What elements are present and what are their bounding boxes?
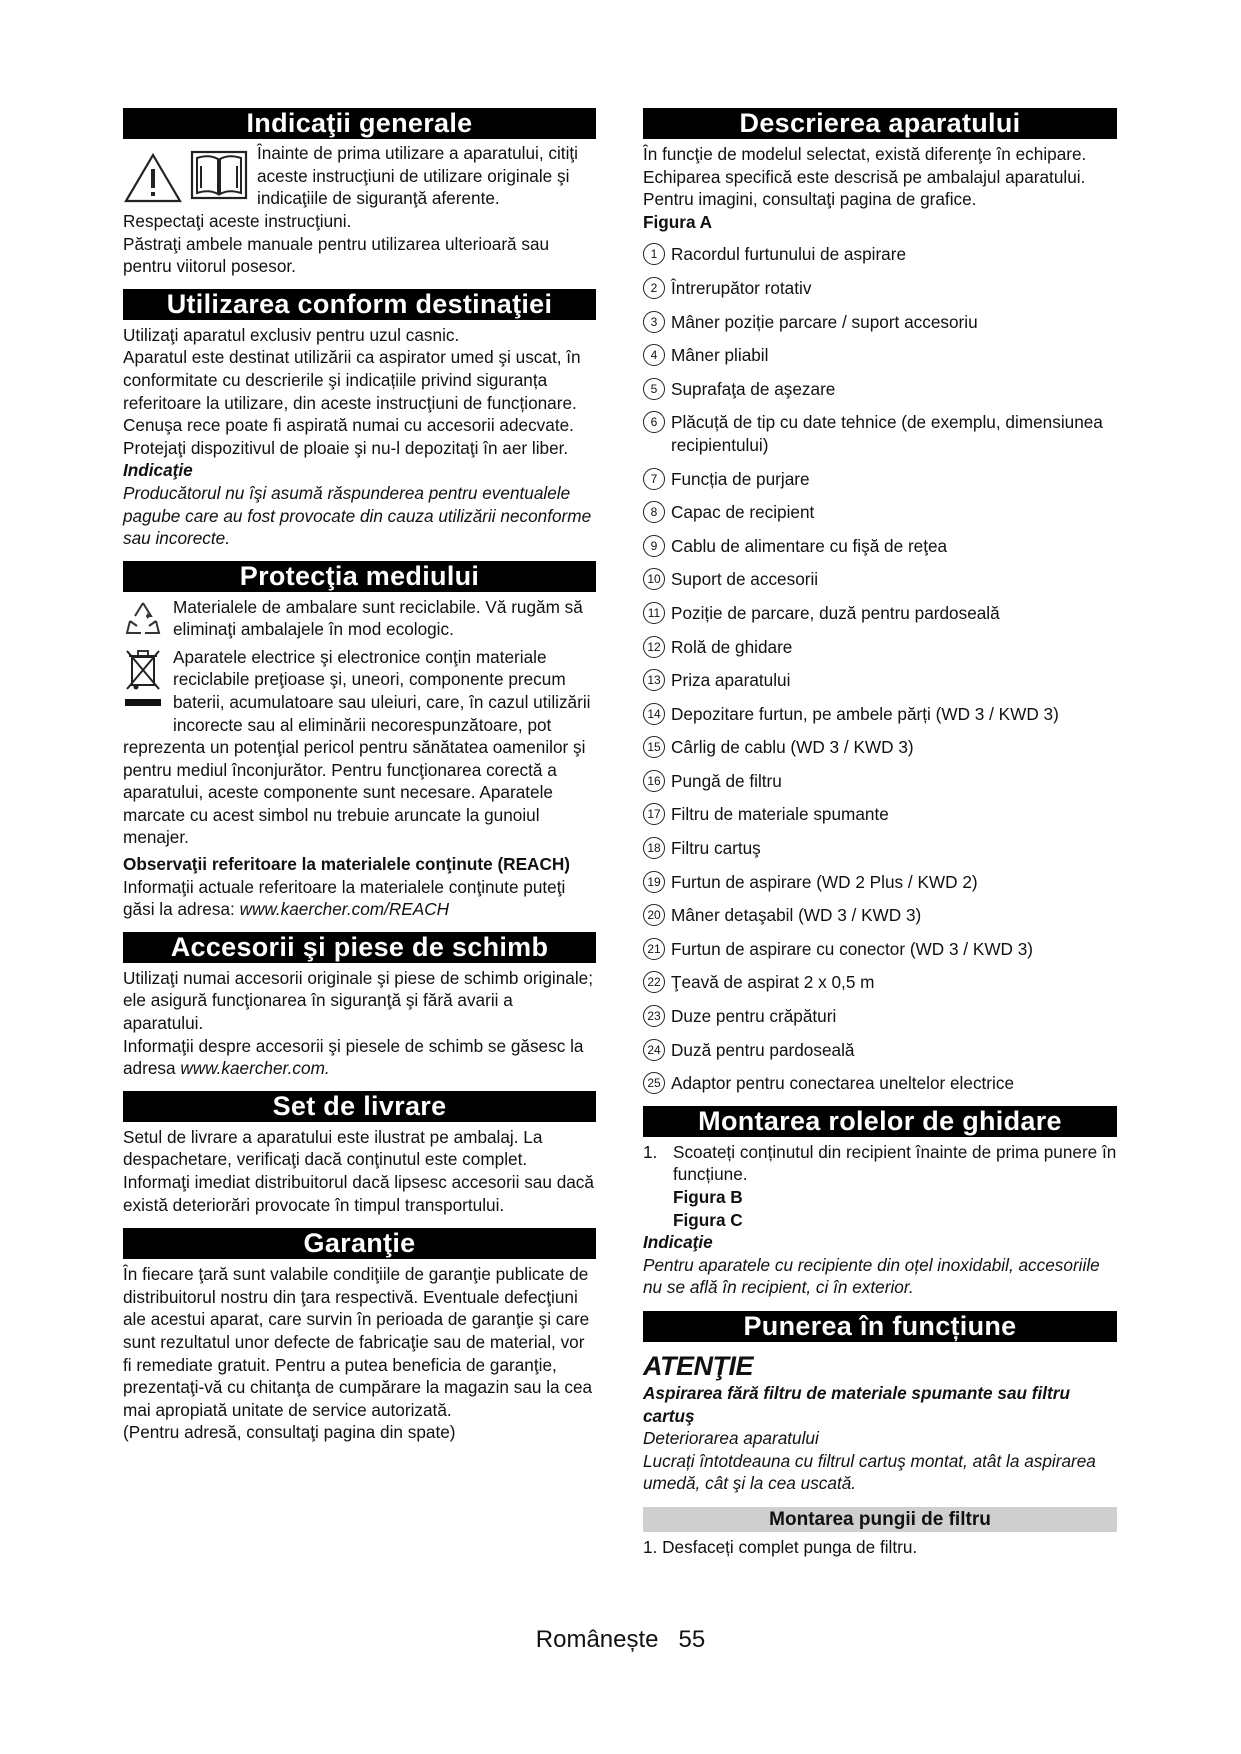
item-number-badge: 10 — [643, 568, 665, 590]
item-number-badge: 18 — [643, 837, 665, 859]
item-label: Mâner pliabil — [671, 345, 769, 366]
recycling-icon — [123, 599, 163, 639]
item-label: Mâner poziție parcare / suport accesoriu — [671, 311, 978, 332]
right-column — [643, 108, 1117, 1559]
item-number-badge: 11 — [643, 602, 665, 624]
item-label: Adaptor pentru conectarea uneltelor electrice — [671, 1073, 1015, 1094]
section-title-startup: Punerea în funcțiune — [643, 1311, 1117, 1342]
item-label: Plăcuță de tip cu date tehnice (de exemplu, dimensiunea recipientului) — [671, 412, 1103, 455]
general-intro — [123, 142, 596, 210]
intended-use-p1: Utilizaţi aparatul exclusiv pentru uzul casnic. — [123, 324, 460, 345]
item-label: Filtru de materiale spumante — [671, 804, 889, 825]
item-label: Funcția de purjare — [671, 468, 810, 489]
intended-use-p3: Cenuşa rece poate fi aspirată numai cu accesorii adecvate. — [123, 415, 574, 436]
item-number-badge: 12 — [643, 636, 665, 658]
item-label: Furtun de aspirare cu conector (WD 3 / KWD 3) — [671, 938, 1034, 959]
list-item — [643, 311, 1117, 334]
item-number-badge: 16 — [643, 770, 665, 792]
item-number-badge: 25 — [643, 1072, 665, 1094]
reach-title: Observaţii referitoare la materialele conţinute (REACH) — [123, 854, 571, 875]
section-title-delivery: Set de livrare — [123, 1091, 596, 1122]
warranty-p2: (Pentru adresă, consultaţi pagina din spate) — [123, 1422, 456, 1443]
section-title-environment: Protecţia mediului — [123, 561, 596, 592]
list-item — [643, 803, 1117, 826]
item-label: Depozitare furtun, pe ambele părți (WD 3 / KWD 3) — [671, 703, 1059, 724]
item-number-badge: 20 — [643, 904, 665, 926]
item-number-badge: 13 — [643, 669, 665, 691]
intended-use-note-text: Producătorul nu îşi asumă răspunderea pentru eventualele pagube care au fost provocate din cauza utilizării neconforme sau incorecte. — [123, 482, 592, 549]
list-item — [643, 837, 1117, 860]
item-label: Poziție de parcare, duză pentru pardoseală — [671, 602, 1000, 623]
item-label: Duză pentru pardoseală — [671, 1039, 855, 1060]
list-item — [643, 468, 1117, 491]
figure-c-label: Figura C — [673, 1209, 743, 1230]
rollers-note-label: Indicaţie — [643, 1232, 713, 1253]
list-item — [643, 703, 1117, 726]
item-number-badge: 23 — [643, 1005, 665, 1027]
list-item — [643, 243, 1117, 266]
general-intro-text: Înainte de prima utilizare a aparatului, citiţi aceste instrucţiuni de utilizare originale şi indicaţiile de siguranţă aferente. — [257, 143, 578, 209]
description-p2: Pentru imagini, consultaţi pagina de grafice. — [643, 189, 977, 210]
item-label: Racordul furtunului de aspirare — [671, 244, 907, 265]
rollers-step-1: 1. Scoateți conținutul din recipient înainte de prima punere în funcțiune. Figura B Figura C — [643, 1141, 1117, 1230]
intended-use-p4: Protejaţi dispozitivul de ploaie şi nu-l depozitaţi în aer liber. — [123, 437, 569, 458]
intended-use-note-label: Indicaţie — [123, 460, 193, 481]
item-number-badge: 2 — [643, 277, 665, 299]
list-item — [643, 1039, 1117, 1062]
list-item — [643, 344, 1117, 367]
section-title-rollers: Montarea rolelor de ghidare — [643, 1106, 1117, 1137]
list-item — [643, 535, 1117, 558]
rollers-note-text: Pentru aparatele cu recipiente din oțel inoxidabil, accesoriile nu se află în recipient, ci în exterior. — [643, 1254, 1100, 1298]
item-number-badge: 17 — [643, 803, 665, 825]
list-item — [643, 636, 1117, 659]
warning-title: Aspirarea fără filtru de materiale spumante sau filtru cartuş — [643, 1382, 1070, 1426]
warning-triangle-icon — [123, 152, 183, 204]
crossed-bin-icon — [123, 647, 163, 709]
reach-text: Informaţii actuale referitoare la materialele conţinute puteţi găsi la adresa: www.kaercher.com/REACH — [123, 876, 566, 920]
item-number-badge: 22 — [643, 971, 665, 993]
item-number-badge: 8 — [643, 501, 665, 523]
item-label: Cârlig de cablu (WD 3 / KWD 3) — [671, 737, 914, 758]
list-item — [643, 501, 1117, 524]
list-item — [643, 736, 1117, 759]
accessories-p2: Informaţii despre accesorii şi piesele de schimb se găsesc la adresa www.kaercher.com. — [123, 1035, 584, 1079]
item-label: Rolă de ghidare — [671, 636, 793, 657]
warning-consequence: Deteriorarea aparatului — [643, 1428, 819, 1449]
list-item — [643, 277, 1117, 300]
list-item — [643, 938, 1117, 961]
item-label: Întrerupător rotativ — [671, 277, 812, 298]
item-number-badge: 7 — [643, 468, 665, 490]
item-number-badge: 24 — [643, 1039, 665, 1061]
list-item — [643, 669, 1117, 692]
item-label: Priza aparatului — [671, 670, 791, 691]
item-number-badge: 9 — [643, 535, 665, 557]
list-item — [643, 602, 1117, 625]
item-label: Duze pentru crăpături — [671, 1006, 837, 1027]
item-label: Ţeavă de aspirat 2 x 0,5 m — [671, 972, 875, 993]
accessories-p1: Utilizaţi numai accesorii originale şi piese de schimb originale; ele asigură funcţionarea în siguranţă şi fără avarii a aparatului. — [123, 967, 594, 1034]
section-title-filter-bag: Montarea pungii de filtru — [643, 1507, 1117, 1532]
filter-bag-step-1: 1. Desfaceți complet punga de filtru. — [643, 1536, 918, 1557]
section-title-accessories: Accesorii şi piese de schimb — [123, 932, 596, 963]
item-label: Suport de accesorii — [671, 569, 819, 590]
environment-p1: Materialele de ambalare sunt reciclabile. Vă rugăm să eliminaţi ambalajele în mod ecologic. — [173, 596, 583, 640]
item-number-badge: 5 — [643, 378, 665, 400]
item-label: Capac de recipient — [671, 502, 815, 523]
item-label: Suprafaţa de aşezare — [671, 378, 836, 399]
list-item — [643, 770, 1117, 793]
item-label: Filtru cartuş — [671, 838, 761, 859]
left-column — [123, 108, 596, 1444]
item-number-badge: 4 — [643, 344, 665, 366]
warranty-p1: În fiecare ţară sunt valabile condiţiile de garanţie publicate de distribuitorul nostru din ţara respectivă. Eventuale defecţiuni ale acestui aparat, care survin în perioada de garanţie şi care sunt rezultatul unor defecte de fabricaţie sau de material, vor fi remediate gratuit. Pentru a putea beneficia de garanţie, prezentaţi-vă cu chitanţa de cumpărare la magazin sau la cea mai apropiată unitate de service autorizată. — [123, 1264, 593, 1420]
item-number-badge: 6 — [643, 411, 665, 433]
list-item — [643, 568, 1117, 591]
section-title-warranty: Garanţie — [123, 1228, 596, 1259]
manual-book-icon — [189, 150, 249, 202]
item-label: Furtun de aspirare (WD 2 Plus / KWD 2) — [671, 871, 978, 892]
item-number-badge: 1 — [643, 243, 665, 265]
figure-b-label: Figura B — [673, 1187, 743, 1207]
list-item — [643, 411, 1117, 456]
item-label: Pungă de filtru — [671, 770, 782, 791]
footer-language: Românește — [535, 1626, 659, 1653]
page-footer — [0, 1625, 1241, 1655]
intended-use-p2: Aparatul este destinat utilizării ca aspirator umed şi uscat, în conformitate cu descrierile şi indicațiile privind siguranța referitoare la utilizare, din aceste instrucţiuni de funcționare. — [123, 347, 581, 413]
delivery-p1: Setul de livrare a aparatului este ilustrat pe ambalaj. La despachetare, verificaţi dacă conţinutul este complet. Informaţi imediat distribuitorul dacă lipsesc accesorii sau dacă există deteriorări provocate în timpul transportului. — [123, 1126, 594, 1215]
general-p2: Păstraţi ambele manuale pentru utilizarea ulterioară sau pentru viitorul posesor. — [123, 233, 550, 277]
list-item — [643, 904, 1117, 927]
description-p1: În funcţie de modelul selectat, există diferenţe în echipare. Echiparea specifică este descrisă pe ambalajul aparatului. — [643, 144, 1087, 187]
item-number-badge: 21 — [643, 938, 665, 960]
intro-icons — [123, 142, 257, 210]
figure-a-label: Figura A — [643, 211, 713, 232]
warning-heading: ATENŢIE — [643, 1350, 753, 1381]
section-title-description: Descrierea aparatului — [643, 108, 1117, 139]
general-p1: Respectaţi aceste instrucţiuni. — [123, 211, 352, 231]
reach-link[interactable]: www.kaercher.com/REACH — [239, 899, 450, 920]
list-item — [643, 1005, 1117, 1028]
accessories-link[interactable]: www.kaercher.com. — [180, 1058, 330, 1079]
list-item — [643, 1072, 1117, 1095]
item-label: Mâner detaşabil (WD 3 / KWD 3) — [671, 905, 922, 926]
section-title-intended-use: Utilizarea conform destinaţiei — [123, 289, 596, 320]
list-item — [643, 971, 1117, 994]
list-item — [643, 378, 1117, 401]
item-number-badge: 15 — [643, 736, 665, 758]
environment-packaging — [123, 596, 596, 644]
environment-p2: Aparatele electrice şi electronice conţin materiale reciclabile preţioase şi, uneori, componente precum baterii, acumulatoare sau uleiuri, care, în cazul utilizării incorecte sau al eliminării necorespunzătoare, pot reprezenta un potenţial pericol pentru sănătatea oamenilor şi pentru mediul înconjurător. Pentru funcţionarea corectă a aparatului, aceste componente sunt necesare. Aparatele marcate cu acest simbol nu trebuie aruncate la gunoiul menajer. — [123, 646, 591, 848]
page-number: 55 — [678, 1626, 706, 1653]
list-item — [643, 871, 1117, 894]
component-list — [643, 243, 1117, 1094]
rollers-step-text: Scoateți conținutul din recipient înainte de prima punere în funcțiune. — [673, 1141, 1117, 1185]
item-number-badge: 19 — [643, 871, 665, 893]
section-title-general: Indicaţii generale — [123, 108, 596, 139]
warning-action: Lucrați întotdeauna cu filtrul cartuş montat, atât la aspirarea umedă, cât şi la cea uscată. — [643, 1450, 1096, 1494]
item-number-badge: 14 — [643, 703, 665, 725]
item-label: Cablu de alimentare cu fişă de reţea — [671, 535, 948, 556]
item-number-badge: 3 — [643, 311, 665, 333]
